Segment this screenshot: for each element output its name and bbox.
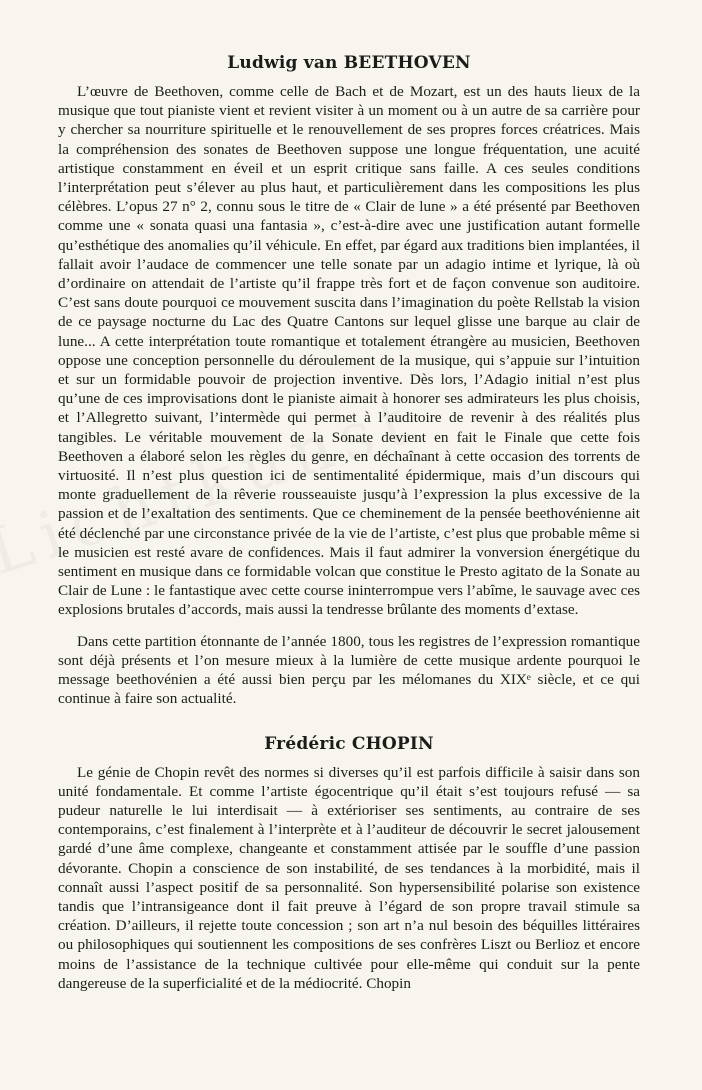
section-beethoven (58, 48, 640, 709)
section-body-beethoven (58, 82, 640, 709)
section-body-chopin (58, 763, 640, 993)
section-title-beethoven: Ludwig van BEETHOVEN (227, 53, 471, 73)
paragraph: Le génie de Chopin revêt des normes si diverses qu’il est parfois difficile à saisir dans son unité fondamentale. Et comme l’artiste égocentrique qu’il était s’est toujours refusé — sa pudeur naturelle le lui interdisait — à extérioriser ses sentiments, au contraire de ses contemporains, c’est finalement à l’interprète et à l’auditeur de découvrir le secret jalousement gardé d’une âme complexe, changeante et constamment attisée par le souffle d’une passion dévorante. Chopin a conscience de son instabilité, de ses tendances à la morbidité, mais il connaît aussi l’aspect positif de sa personnalité. Son hypersensibilité polarise son existence tandis que l’intransigeance dont il fait preuve à l’égard de son propre travail stimule sa création. D’ailleurs, il rejette toute concession ; son art n’a nul besoin des béquilles littéraires ou philosophiques qui soutiennent les compositions de ses confrères Liszt ou Berlioz et encore moins de l’assistance de la technique cultivée pour elle-même qui conduit sur la pente dangereuse de la superficialité et de la médiocrité. Chopin (58, 763, 640, 992)
section-chopin (58, 729, 640, 993)
document-page (58, 48, 640, 993)
paragraph: L’œuvre de Beethoven, comme celle de Bach et de Mozart, est un des hauts lieux de la musique que tout pianiste vient et revient visiter à un moment ou à un autre de sa carrière pour y chercher sa nourriture spirituelle et le renouvellement de ses propres forces créatrices. Mais la compréhension des sonates de Beethoven suppose une longue fréquentation, une acuité artistique constamment en éveil et un esprit critique sans faille. A ces seules conditions l’interprétation peut s’élever au plus haut, et particulièrement dans les compositions les plus célèbres. L’opus 27 n° 2, connu sous le titre de « Clair de lune » a été présenté par Beethoven comme une « sonata quasi una fantasia », c’est-à-dire avec une justification autant formelle qu’esthétique des anomalies qu’il véhicule. En effet, par égard aux traditions bien implantées, il fallait avoir l’audace de commencer une telle sonate par un adagio intime et lyrique, là où d’ordinaire on attendait de l’artiste qu’il frappe très fort et de façon convenue son auditoire. C’est sans doute pourquoi ce mouvement suscita dans l’imagination du poète Rellstab la vision de ce paysage nocturne du Lac des Quatre Cantons sur lequel glisse une barque au clair de lune... A cette interprétation toute romantique et totalement étrangère au musicien, Beethoven oppose une conception personnelle du déroulement de la musique, qui s’appuie sur l’intuition et sur un formidable pouvoir de projection inventive. Dès lors, l’Adagio initial n’est plus qu’une de ces improvisations dont le pianiste aimait à honorer ses admirateurs les plus choisis, et l’Allegretto suivant, l’intermède qui permet à l’auditoire de revenir à des réalités plus tangibles. Le véritable mouvement de la Sonate devient en fait le Finale que cette fois Beethoven a élaboré selon les règles du genre, en déchaînant à cette occasion des torrents de virtuosité. Il n’est plus question ici de sentimentalité épidermique, mais d’un discours qui monte graduellement de la rêverie rousseauiste jusqu’à l’expression la plus excessive de la passion et de l’exaltation des sentiments. Que ce cheminement de la pensée beethovénienne ait été déclenché par une circonstance privée de la vie de l’artiste, c’est plus que probable même si le musicien est resté avare de confidences. Mais il faut admirer la vonversion énergétique du sentiment en musique dans ce formidable volcan que constitue le Presto agitato de la Sonate au Clair de Lune : le fantastique avec cette course ininterrompue vers l’abîme, le sauvage avec ces explosions brutales d’accords, mais aussi la tendresse brûlante des moments d’extase. (58, 83, 640, 619)
section-title-chopin: Frédéric CHOPIN (264, 733, 434, 754)
paragraph: Dans cette partition étonnante de l’année 1800, tous les registres de l’expression romantique sont déjà présents et l’on mesure mieux à la lumière de cette musique ardente pourquoi le message beethovénien a été aussi bien perçu par les mélomanes du XIXᵉ siècle, et ce qui continue à faire son actualité. (58, 632, 640, 708)
